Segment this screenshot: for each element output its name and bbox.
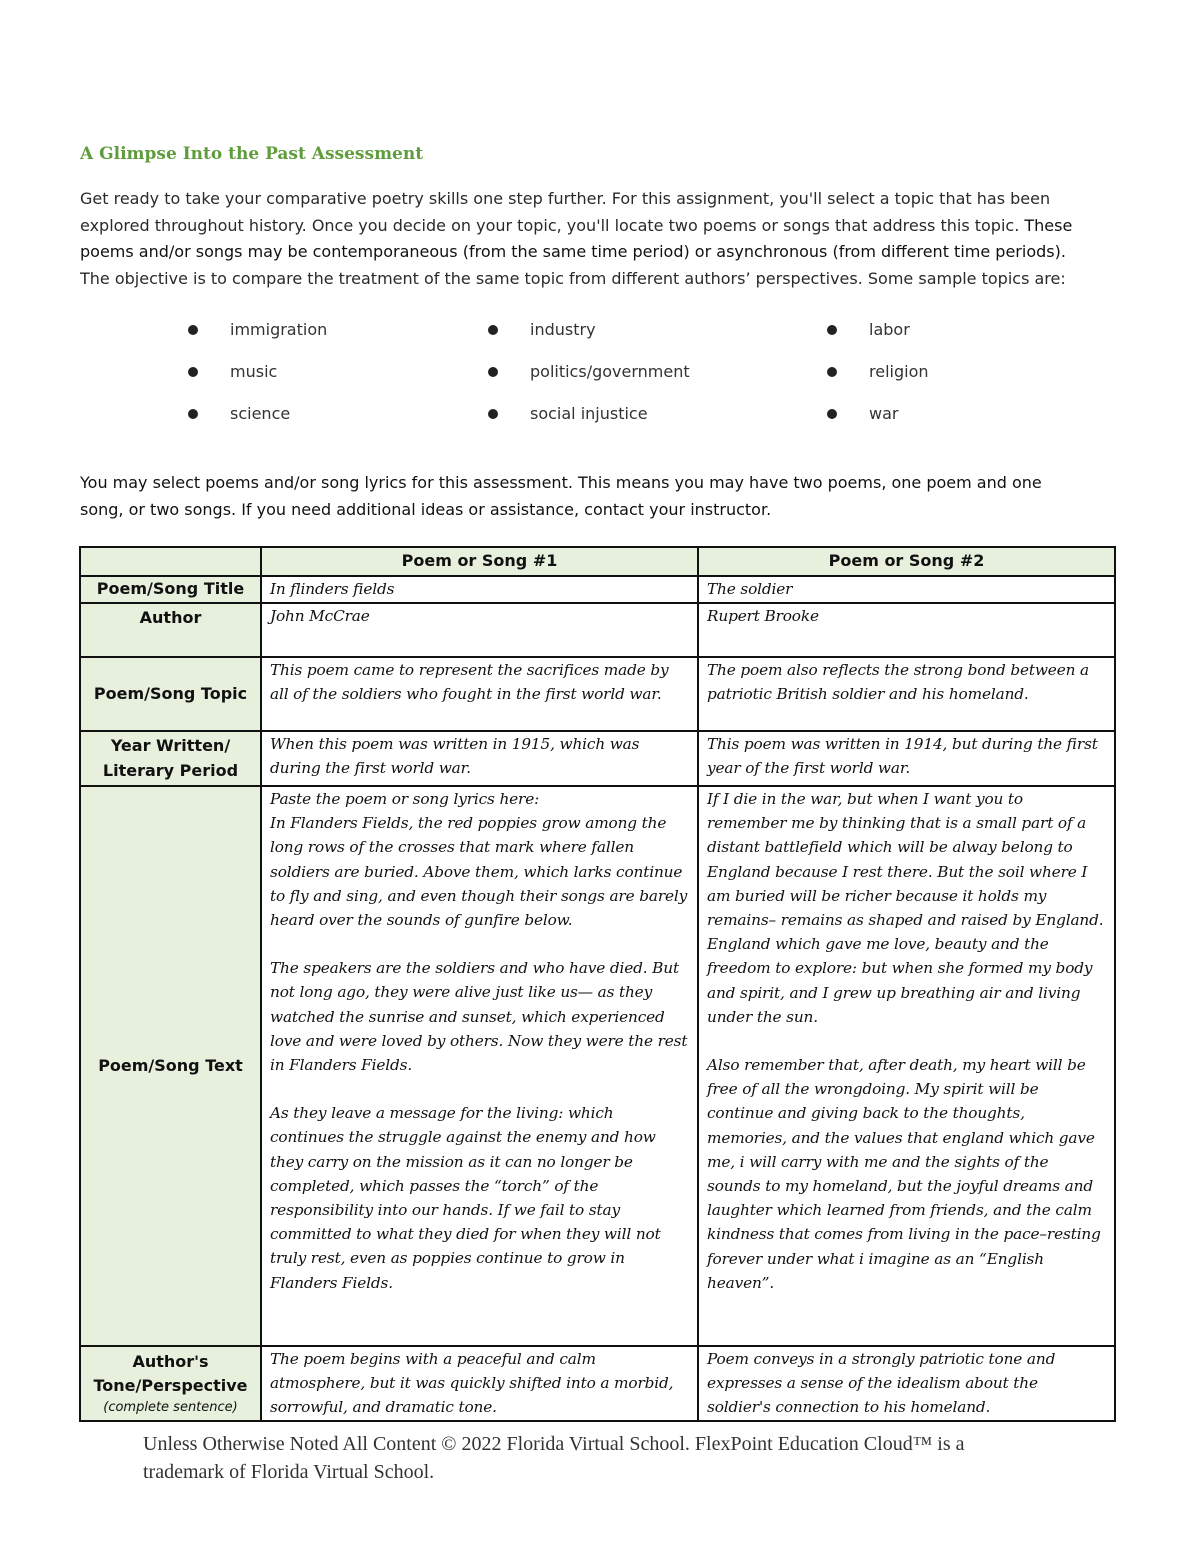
bullet-icon: [827, 409, 837, 419]
column-header-2: Poem or Song #2: [698, 547, 1115, 576]
poem1-title: In flinders fields: [261, 576, 698, 603]
page-title: A Glimpse Into the Past Assessment: [80, 144, 424, 164]
corner-cell: [80, 547, 261, 576]
intro-part-2: These poems and/or songs may be contemporaneous (from the same time period) or asynchronous (from different time periods).: [80, 215, 1073, 261]
instructions-note: You may select poems and/or song lyrics for this assessment. This means you may have two poems, one poem and one song, or two songs. If you need additional ideas or assistance, contact your instructor.: [80, 473, 1042, 519]
row-label-author: Author: [80, 603, 261, 657]
poem1-text: Paste the poem or song lyrics here: In Flanders Fields, the red poppies grow among the long rows of the crosses that mark where fallen soldiers are buried. Above them, which larks continue to fly and sing, and even though their songs are barely heard over the sounds of gunfire below. The speakers are the soldiers and who have died. But not long ago, they were alive just like us— as they watched the sunrise and sunset, which experienced love and were loved by others. Now they were the rest in Flanders Fields. As they leave a message for the living: which continues the struggle against the enemy and how they carry on the mission as it can no longer be completed, which passes the “torch” of the responsibility into our hands. If we fail to stay committed to what they died for when they will not truly rest, even as poppies continue to grow in Flanders Fields.: [261, 786, 698, 1346]
poem1-tone: The poem begins with a peaceful and calm atmosphere, but it was quickly shifted into a morbid, sorrowful, and dramatic tone.: [261, 1346, 698, 1421]
poem1-author: John McCrae: [261, 603, 698, 657]
bullet-icon: [488, 325, 498, 335]
poem1-year: When this poem was written in 1915, which was during the first world war.: [261, 731, 698, 786]
intro-part-3: The objective is to compare the treatment of the same topic from different authors’ perspectives. Some sample topics are:: [80, 268, 1066, 288]
bullet-icon: [188, 409, 198, 419]
bullet-icon: [488, 367, 498, 377]
poem2-year: This poem was written in 1914, but during the first year of the first world war.: [698, 731, 1115, 786]
bullet-icon: [188, 367, 198, 377]
table-row: [80, 731, 1115, 786]
table-row: [80, 657, 1115, 731]
bullet-icon: [827, 325, 837, 335]
row-label-year: Year Written/ Literary Period: [80, 731, 261, 786]
row-label-title: Poem/Song Title: [80, 576, 261, 603]
copyright-footer: Unless Otherwise Noted All Content © 2022 Florida Virtual School. FlexPoint Education Cloud™ is a trademark of Florida Virtual School.: [143, 1433, 965, 1483]
table-row: [80, 786, 1115, 1346]
bullet-icon: [827, 367, 837, 377]
intro-part-1: Get ready to take your comparative poetry skills one step further. For this assignment, you'll select a topic that has been explored throughout history. Once you decide on your topic, you'll locate two poems or songs that address this topic.: [80, 189, 1051, 235]
poem2-topic: The poem also reflects the strong bond between a patriotic British soldier and his homeland.: [698, 657, 1115, 731]
table-header-row: [80, 547, 1115, 576]
comparison-table: [79, 546, 1116, 1422]
poem2-title: The soldier: [698, 576, 1115, 603]
bullet-icon: [488, 409, 498, 419]
column-header-1: Poem or Song #1: [261, 547, 698, 576]
table-row: [80, 576, 1115, 603]
table-row: [80, 1346, 1115, 1421]
poem2-text: If I die in the war, but when I want you to remember me by thinking that is a small part of a distant battlefield which will be alway belong to England because I rest there. But the soil where I am buried will be richer because it holds my remains– remains as shaped and raised by England. England which gave me love, beauty and the freedom to explore: but when she formed my body and spirit, and I grew up breathing air and living under the sun. Also remember that, after death, my heart will be free of all the wrongdoing. My spirit will be continue and giving back to the thoughts, memories, and the values that england which gave me, i will carry with me and the sights of the sounds to my homeland, but the joyful dreams and laughter which learned from friends, and the calm kindness that comes from living in the pace–resting forever under what i imagine as an “English heaven”.: [698, 786, 1115, 1346]
table-row: [80, 603, 1115, 657]
row-label-tone: Author's Tone/Perspective (complete sentence): [80, 1346, 261, 1421]
intro-paragraph: [80, 186, 1080, 292]
poem2-tone: Poem conveys in a strongly patriotic tone and expresses a sense of the idealism about the soldier's connection to his homeland.: [698, 1346, 1115, 1421]
row-label-text: Poem/Song Text: [80, 786, 261, 1346]
bullet-icon: [188, 325, 198, 335]
row-label-topic: Poem/Song Topic: [80, 657, 261, 731]
poem2-author: Rupert Brooke: [698, 603, 1115, 657]
poem1-topic: This poem came to represent the sacrifices made by all of the soldiers who fought in the first world war.: [261, 657, 698, 731]
